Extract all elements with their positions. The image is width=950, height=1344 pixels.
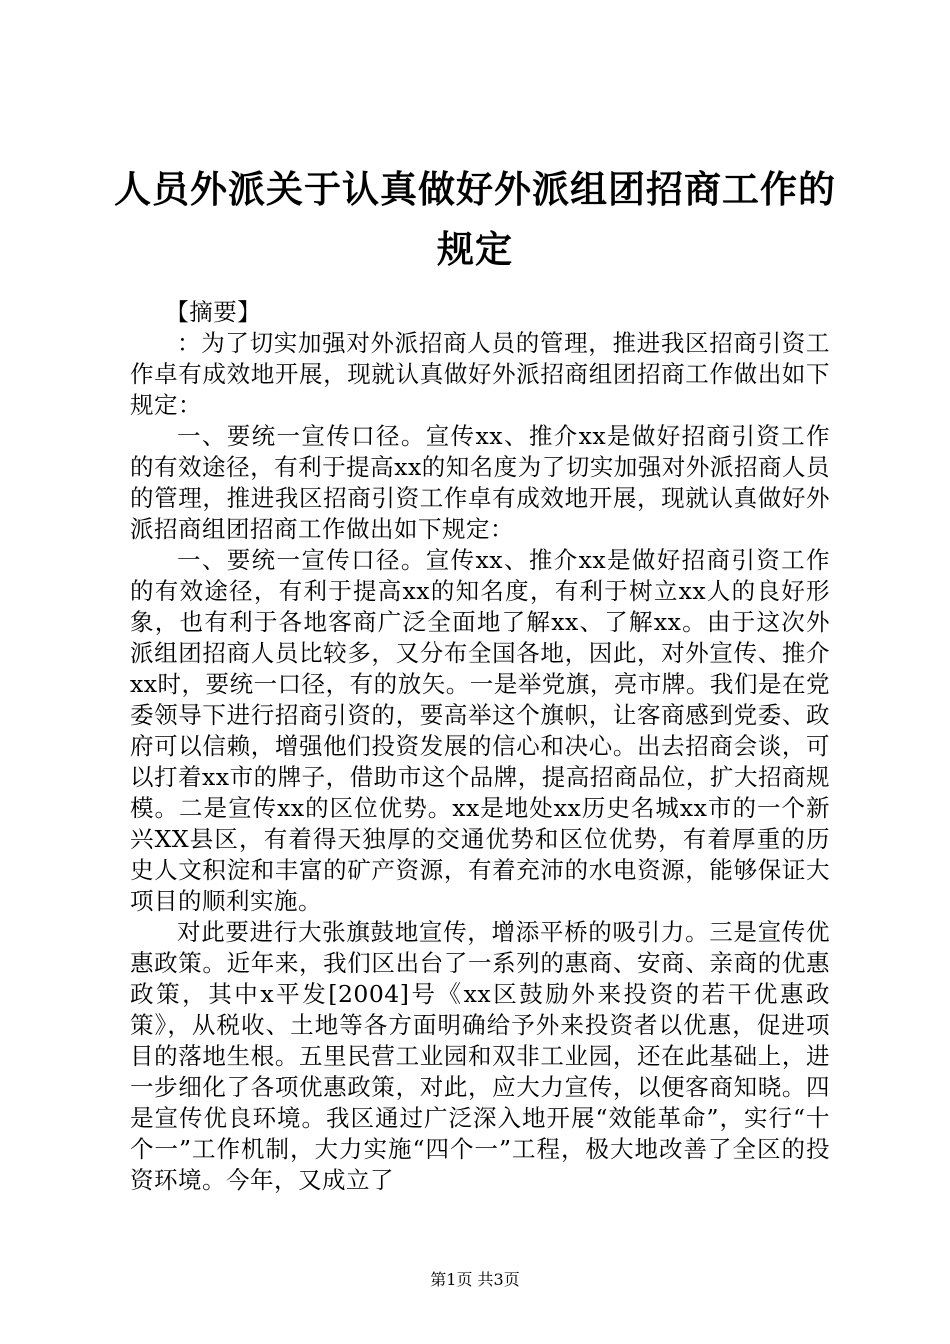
page-footer: 第1页 共3页 — [430, 1270, 520, 1289]
document-title: 人员外派关于认真做好外派组团招商工作的规定 — [114, 168, 836, 271]
paragraph-section-1a: 一、要统一宣传口径。宣传xx、推介xx是做好招商引资工作的有效途径，有利于提高xx的知名度为了切实加强对外派招商人员的管理，推进我区招商引资工作卓有成效地开展，现就认真做好外派招商组团招商工作做出如下规定： — [130, 422, 830, 543]
paragraph-section-1b: 一、要统一宣传口径。宣传xx、推介xx是做好招商引资工作的有效途径，有利于提高xx的知名度，有利于树立xx人的良好形象，也有利于各地客商广泛全面地了解xx、了解xx。由于这次外派组团招商人员比较多，又分布全国各地，因此，对外宣传、推介xx时，要统一口径，有的放矢。一是举党旗，亮市牌。我们是在党委领导下进行招商引资的，要高举这个旗帜，让客商感到党委、政府可以信赖，增强他们投资发展的信心和决心。出去招商会谈，可以打着xx市的牌子，借助市这个品牌，提高招商品位，扩大招商规模。二是宣传xx的区位优势。xx是地处xx历史名城xx市的一个新兴XX县区，有着得天独厚的交通优势和区位优势，有着厚重的历史人文积淀和丰富的矿产资源，有着充沛的水电资源，能够保证大项目的顺利实施。 — [130, 546, 830, 915]
paragraph-intro: ：为了切实加强对外派招商人员的管理，推进我区招商引资工作卓有成效地开展，现就认真做好外派招商组团招商工作做出如下规定： — [130, 329, 830, 419]
summary-label: 【摘要】 — [165, 298, 262, 326]
document-body — [130, 297, 830, 1196]
paragraph-continuation: 对此要进行大张旗鼓地宣传，增添平桥的吸引力。三是宣传优惠政策。近年来，我们区出台了一系列的惠商、安商、亲商的优惠政策，其中x平发[2004]号《xx区鼓励外来投资的若干优惠政策》，从税收、土地等各方面明确给予外来投资者以优惠，促进项目的落地生根。五里民营工业园和双非工业园，还在此基础上，进一步细化了各项优惠政策，对此，应大力宣传，以便客商知晓。四是宣传优良环境。我区通过广泛深入地开展“效能革命”，实行“十个一”工作机制，大力实施“四个一”工程，极大地改善了全区的投资环境。今年，又成立了 — [130, 918, 830, 1194]
